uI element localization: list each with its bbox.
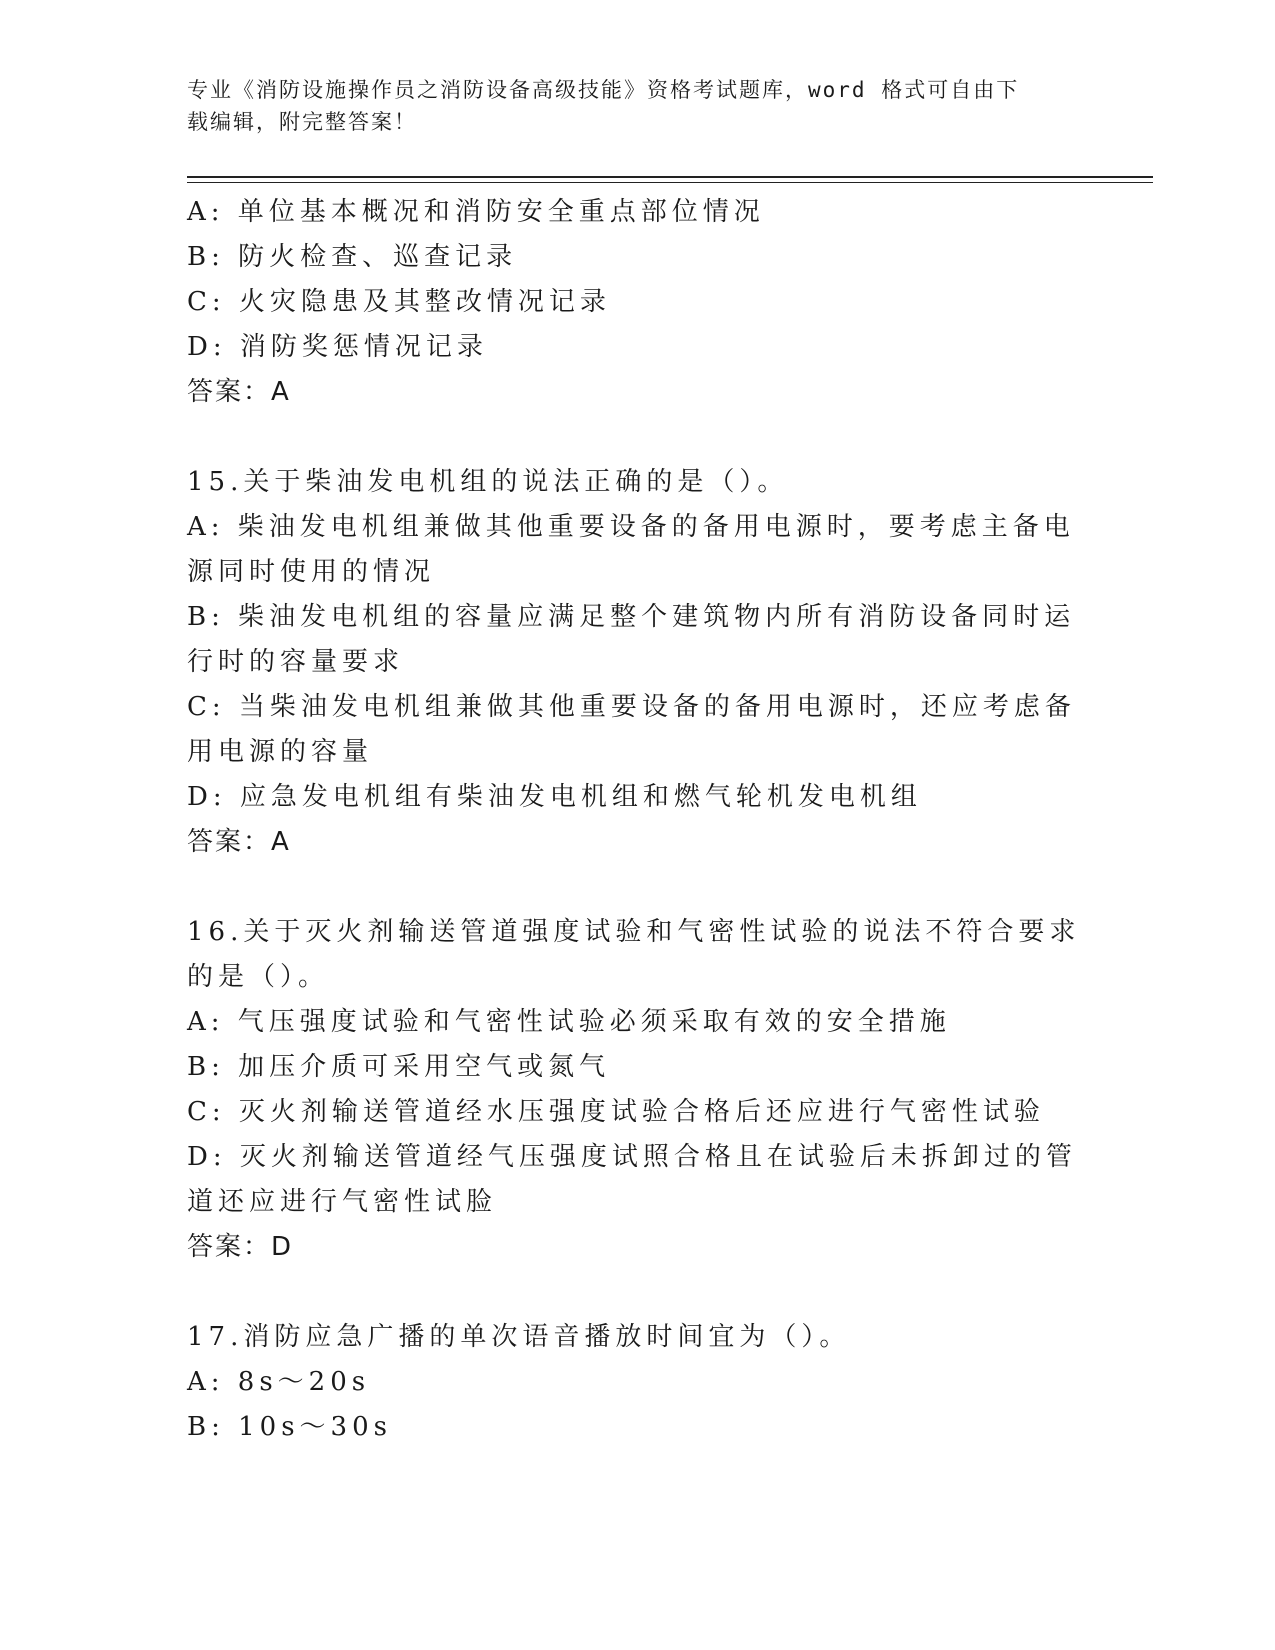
option-c: C: 灭火剂输送管道经水压强度试验合格后还应进行气密性试验 — [187, 1097, 1045, 1127]
option-b: B: 防火检查、巡查记录 — [187, 242, 518, 272]
option-a: A: 单位基本概况和消防安全重点部位情况 — [187, 197, 765, 227]
header-line-2: 载编辑，附完整答案！ — [187, 110, 417, 134]
question-stem: 16.关于灭火剂输送管道强度试验和气密性试验的说法不符合要求的是（）。 — [187, 917, 1081, 992]
question-17 — [187, 1315, 1087, 1450]
question-spacer — [187, 1270, 1087, 1315]
question-list — [187, 190, 1087, 1450]
option-a: A: 8s～20s — [187, 1367, 371, 1397]
option-a: A: 柴油发电机组兼做其他重要设备的备用电源时，要考虑主备电源同时使用的情况 — [187, 512, 1075, 587]
option-d: D: 灭火剂输送管道经气压强度试照合格且在试验后未拆卸过的管道还应进行气密性试脸 — [187, 1142, 1077, 1217]
option-a: A: 气压强度试验和气密性试验必须采取有效的安全措施 — [187, 1007, 951, 1037]
header-line-1: 专业《消防设施操作员之消防设备高级技能》资格考试题库，word 格式可自由下 — [187, 78, 1020, 102]
option-d: D: 消防奖惩情况记录 — [187, 332, 488, 362]
question-stem: 15.关于柴油发电机组的说法正确的是（）。 — [187, 467, 789, 497]
option-c: C: 火灾隐患及其整改情况记录 — [187, 287, 611, 317]
document-header — [187, 74, 1067, 138]
question-16 — [187, 910, 1087, 1270]
answer-label: 答案：A — [187, 827, 291, 857]
answer-label: 答案：D — [187, 1232, 294, 1262]
option-d: D: 应急发电机组有柴油发电机组和燃气轮机发电机组 — [187, 782, 922, 812]
option-b: B: 加压介质可采用空气或氮气 — [187, 1052, 611, 1082]
question-spacer — [187, 865, 1087, 910]
option-b: B: 10s～30s — [187, 1412, 392, 1442]
question-15 — [187, 460, 1087, 865]
answer-label: 答案：A — [187, 377, 291, 407]
question-spacer — [187, 415, 1087, 460]
header-rule-thin — [187, 182, 1153, 183]
header-rule-thick — [187, 176, 1153, 178]
option-b: B: 柴油发电机组的容量应满足整个建筑物内所有消防设备同时运行时的容量要求 — [187, 602, 1076, 677]
question-stem: 17.消防应急广播的单次语音播放时间宜为（）。 — [187, 1322, 851, 1352]
option-c: C: 当柴油发电机组兼做其他重要设备的备用电源时，还应考虑备用电源的容量 — [187, 692, 1076, 767]
question-14 — [187, 190, 1087, 415]
